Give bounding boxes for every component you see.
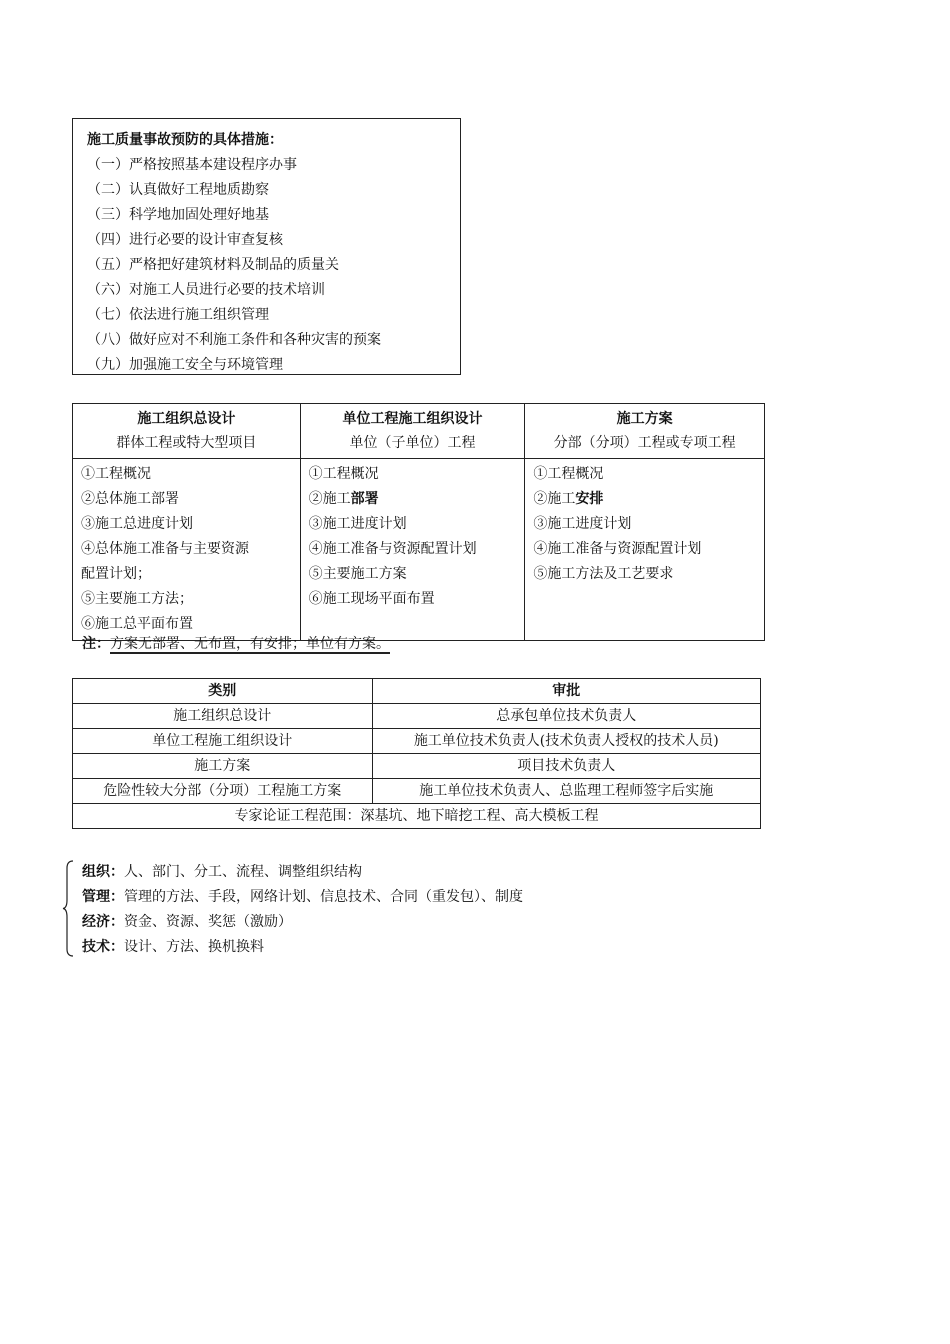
content-item: ⑥施工总平面布置 xyxy=(81,616,193,632)
content-item: ④施工准备与资源配置计划 xyxy=(533,541,702,557)
approver-cell: 施工单位技术负责人、总监理工程师签字后实施 xyxy=(372,779,760,804)
construction-plan-contents xyxy=(525,459,765,641)
quality-measures-box xyxy=(72,118,461,375)
note-text: 方案无部署、无布置，有安排；单位有方案。 xyxy=(110,636,390,652)
measure-key: 技术： xyxy=(82,939,124,955)
note-label: 注： xyxy=(82,636,110,652)
org-table-header-cell xyxy=(525,404,765,459)
org-design-table xyxy=(72,403,765,641)
measure-item xyxy=(82,910,523,935)
measure-text: 设计、方法、换机换料 xyxy=(124,939,264,955)
content-item: ⑥施工现场平面布置 xyxy=(308,591,435,607)
measure-key: 组织： xyxy=(82,864,124,880)
measure-item xyxy=(82,885,523,910)
approver-cell: 项目技术负责人 xyxy=(372,754,760,779)
table-note xyxy=(82,633,390,655)
content-item xyxy=(533,487,764,512)
quality-measures-title: 施工质量事故预防的具体措施： xyxy=(87,132,283,148)
content-item-text: ②施工 xyxy=(533,491,576,507)
category-cell: 单位工程施工组织设计 xyxy=(73,729,373,754)
quality-measure-item: （四）进行必要的设计审查复核 xyxy=(87,232,283,248)
content-item: ⑤主要施工方案 xyxy=(308,566,407,582)
category-cell: 施工组织总设计 xyxy=(73,704,373,729)
content-item: ①工程概况 xyxy=(308,466,379,482)
content-item: ⑤主要施工方法； xyxy=(81,591,193,607)
measure-item xyxy=(82,860,523,885)
quality-measure-item: （二）认真做好工程地质勘察 xyxy=(87,182,269,198)
content-item: ③施工进度计划 xyxy=(308,516,407,532)
measure-text: 人、部门、分工、流程、调整组织结构 xyxy=(124,864,362,880)
header-approval: 审批 xyxy=(372,679,760,704)
quality-measure-item: （七）依法进行施工组织管理 xyxy=(87,307,269,323)
content-item: ④总体施工准备与主要资源 xyxy=(81,541,249,557)
content-item: ④施工准备与资源配置计划 xyxy=(308,541,477,557)
approver-cell: 施工单位技术负责人(技术负责人授权的技术人员) xyxy=(372,729,760,754)
org-table-header-cell xyxy=(300,404,525,459)
category-cell: 施工方案 xyxy=(73,754,373,779)
column-subtitle: 单位（子单位）工程 xyxy=(349,435,476,451)
quality-measure-item: （一）严格按照基本建设程序办事 xyxy=(87,157,297,173)
content-item: ①工程概况 xyxy=(533,466,604,482)
content-item: ①工程概况 xyxy=(81,466,151,482)
measure-key: 经济： xyxy=(82,914,124,930)
column-subtitle: 分部（分项）工程或专项工程 xyxy=(553,435,736,451)
unit-design-contents xyxy=(300,459,525,641)
measure-key: 管理： xyxy=(82,889,124,905)
approval-header-row xyxy=(73,679,761,704)
content-item xyxy=(309,487,525,512)
content-item: ③施工进度计划 xyxy=(533,516,632,532)
general-design-contents xyxy=(73,459,301,641)
approval-footer-row xyxy=(73,804,761,829)
left-brace-icon xyxy=(62,860,74,957)
content-item: 配置计划； xyxy=(81,566,151,582)
approval-row xyxy=(73,729,761,754)
org-table-header-row xyxy=(73,404,765,459)
content-item-text: ②施工 xyxy=(308,491,351,507)
expert-review-scope: 专家论证工程范围：深基坑、地下暗挖工程、高大模板工程 xyxy=(73,804,761,829)
quality-measure-item: （三）科学地加固处理好地基 xyxy=(87,207,269,223)
emphasis-text: 安排 xyxy=(575,491,604,507)
header-category: 类别 xyxy=(73,679,373,704)
control-measures-list xyxy=(82,860,523,960)
approver-cell: 总承包单位技术负责人 xyxy=(372,704,760,729)
content-item: ③施工总进度计划 xyxy=(81,516,193,532)
quality-measure-item: （九）加强施工安全与环境管理 xyxy=(87,357,283,373)
category-cell: 危险性较大分部（分项）工程施工方案 xyxy=(73,779,373,804)
content-item: ②总体施工部署 xyxy=(81,491,179,507)
approval-row xyxy=(73,704,761,729)
org-table-body-row xyxy=(73,459,765,641)
content-item: ⑤施工方法及工艺要求 xyxy=(533,566,674,582)
measure-text: 管理的方法、手段，网络计划、信息技术、合同（重发包）、制度 xyxy=(124,889,523,905)
approval-row xyxy=(73,779,761,804)
approval-row xyxy=(73,754,761,779)
column-title: 施工组织总设计 xyxy=(137,411,236,427)
quality-measure-item: （八）做好应对不利施工条件和各种灾害的预案 xyxy=(87,332,381,348)
quality-measure-item: （六）对施工人员进行必要的技术培训 xyxy=(87,282,325,298)
measure-item xyxy=(82,935,523,960)
emphasis-text: 部署 xyxy=(350,491,379,507)
column-title: 单位工程施工组织设计 xyxy=(342,411,483,427)
measure-text: 资金、资源、奖惩（激励） xyxy=(124,914,292,930)
column-title: 施工方案 xyxy=(616,411,673,427)
column-subtitle: 群体工程或特大型项目 xyxy=(116,435,257,451)
approval-table xyxy=(72,678,761,829)
org-table-header-cell xyxy=(73,404,301,459)
quality-measure-item: （五）严格把好建筑材料及制品的质量关 xyxy=(87,257,339,273)
